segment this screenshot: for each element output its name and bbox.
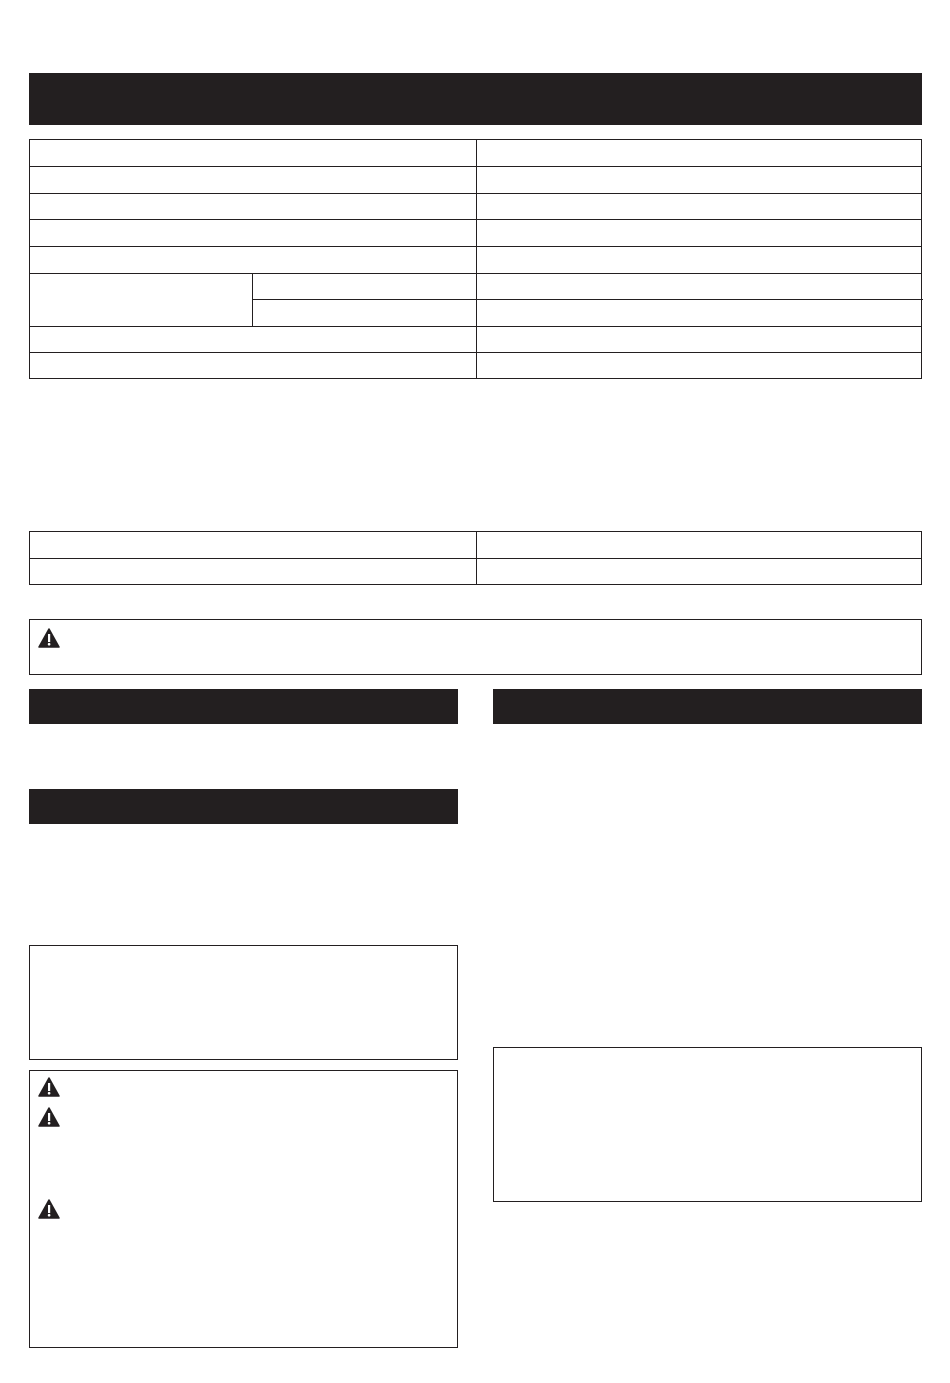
left-note-box bbox=[29, 945, 458, 1060]
warning-triangle-icon bbox=[38, 628, 60, 648]
left-section-heading-bar-2 bbox=[29, 789, 458, 824]
warning-triangle-icon bbox=[38, 1077, 60, 1097]
warning-triangle-icon bbox=[38, 1107, 60, 1127]
right-section-heading-bar bbox=[493, 689, 922, 724]
warning-triangle-icon bbox=[38, 1199, 60, 1219]
left-section-heading-bar-1 bbox=[29, 689, 458, 724]
left-warning-box bbox=[29, 1070, 458, 1348]
specifications-heading-bar bbox=[29, 73, 922, 125]
right-note-box bbox=[493, 1047, 922, 1202]
secondary-spec-table bbox=[29, 531, 922, 585]
warning-box bbox=[29, 619, 922, 675]
specifications-table bbox=[29, 139, 922, 379]
